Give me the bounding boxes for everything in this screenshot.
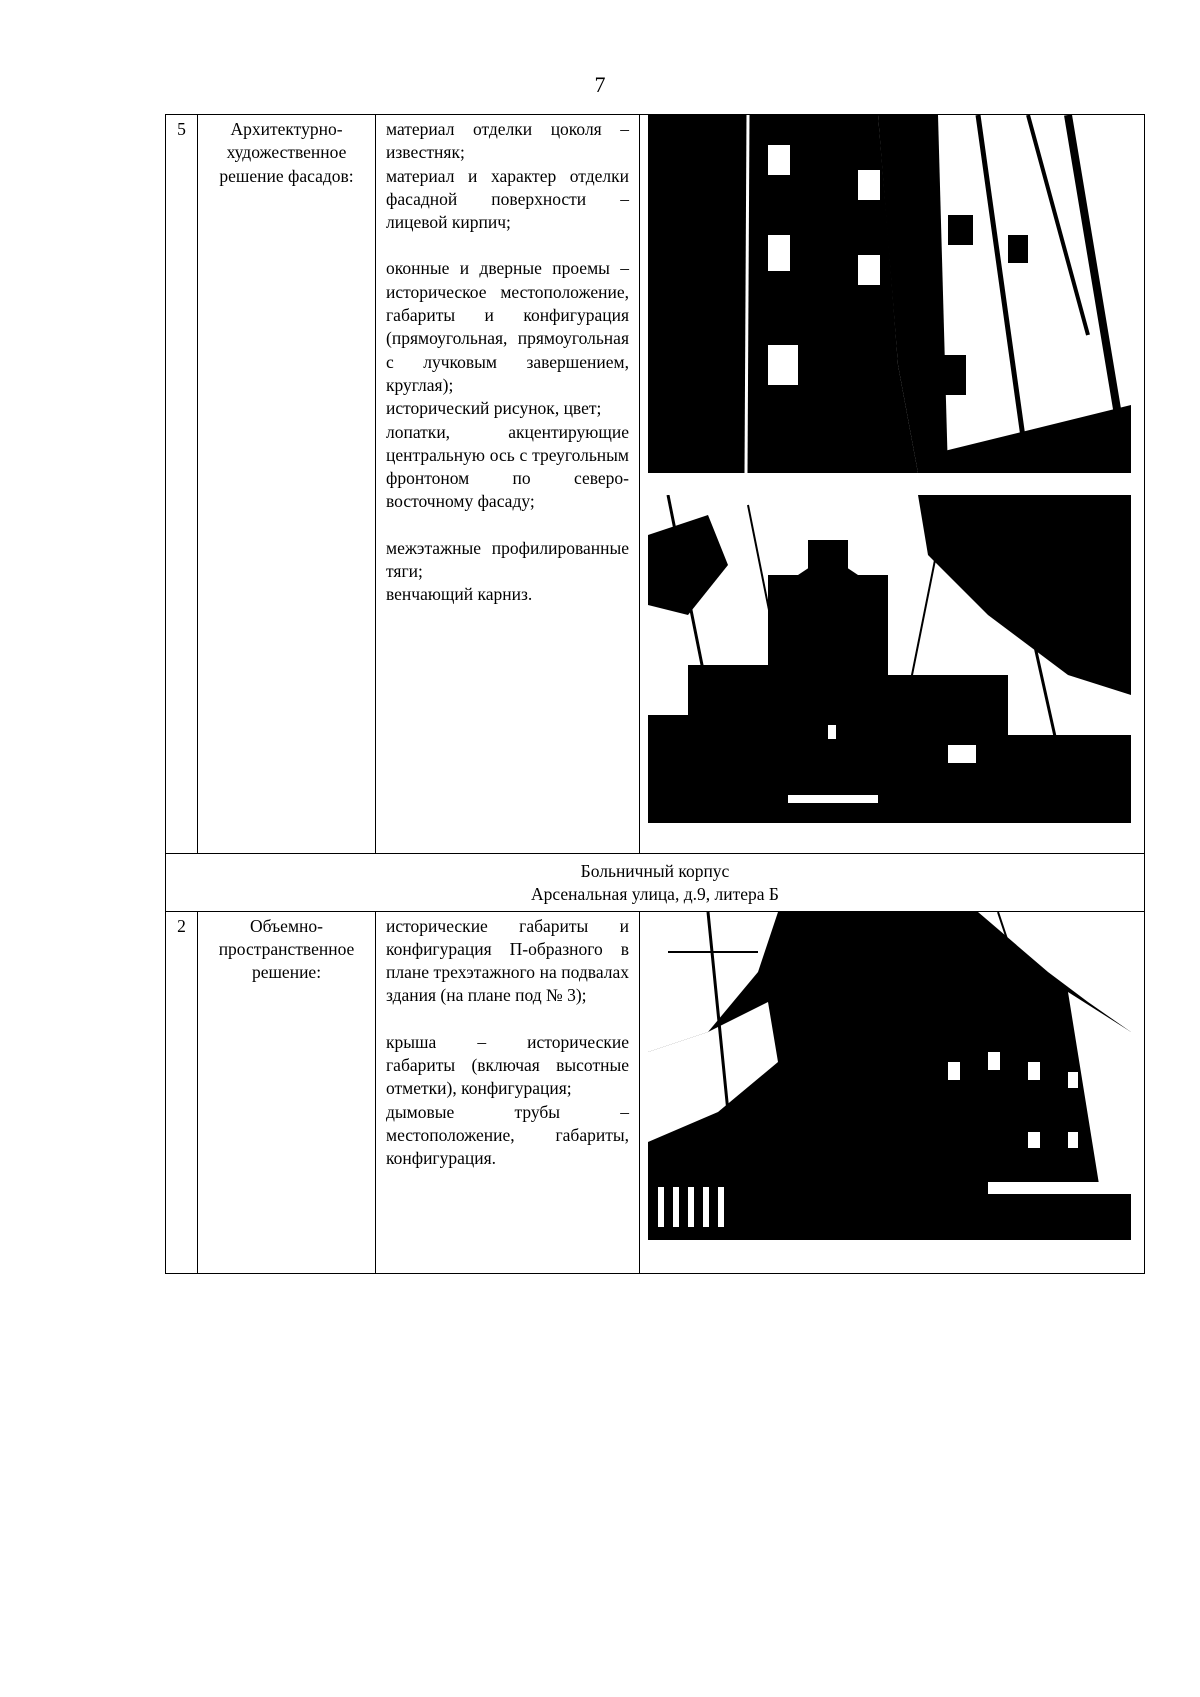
element-name: Объемно-пространственное решение: [198,911,376,1273]
hospital-building-photo [648,912,1131,1240]
photo-cell [640,911,1145,1273]
description-paragraph: материал отделки цоколя – известняк; [386,119,629,163]
description-paragraph: исторический рисунок, цвет; [386,398,602,419]
facade-photo-2 [648,495,1131,823]
section-title: Больничный корпус [580,861,730,881]
element-description [376,911,640,1273]
table-row [166,911,1145,1273]
table-row [166,115,1145,854]
page-number: 7 [594,72,606,97]
description-paragraph: оконные и дверные проемы – историческое местоположение, габариты и конфигурация (прямоугольная, прямоугольная с лучковым завершением, круглая); [386,258,629,395]
row-number: 2 [166,911,198,1273]
description-paragraph: дымовые трубы – местоположение, габариты, конфигурация. [386,1101,629,1169]
protection-subject-table [165,114,1145,1274]
section-header-row [166,854,1145,912]
section-header [166,854,1145,912]
description-paragraph: материал и характер отделки фасадной поверхности – лицевой кирпич; [386,165,629,233]
description-paragraph: венчающий карниз. [386,584,533,605]
facade-photo-1 [648,115,1131,473]
description-paragraph: крыша – исторические габариты (включая высотные отметки), конфигурация; [386,1031,629,1099]
photo-cell [640,115,1145,854]
description-paragraph: лопатки, акцентирующие центральную ось с треугольным фронтоном по северо-восточному фасаду; [386,421,629,512]
section-address: Арсенальная улица, д.9, литера Б [531,884,779,905]
description-paragraph: исторические габариты и конфигурация П-образного в плане трехэтажного на подвалах здания (на плане под № 3); [386,915,629,1006]
description-paragraph: межэтажные профилированные тяги; [386,537,629,582]
row-number: 5 [166,115,198,854]
element-description [376,115,640,854]
element-name: Архитектурно-художественное решение фасадов: [198,115,376,854]
